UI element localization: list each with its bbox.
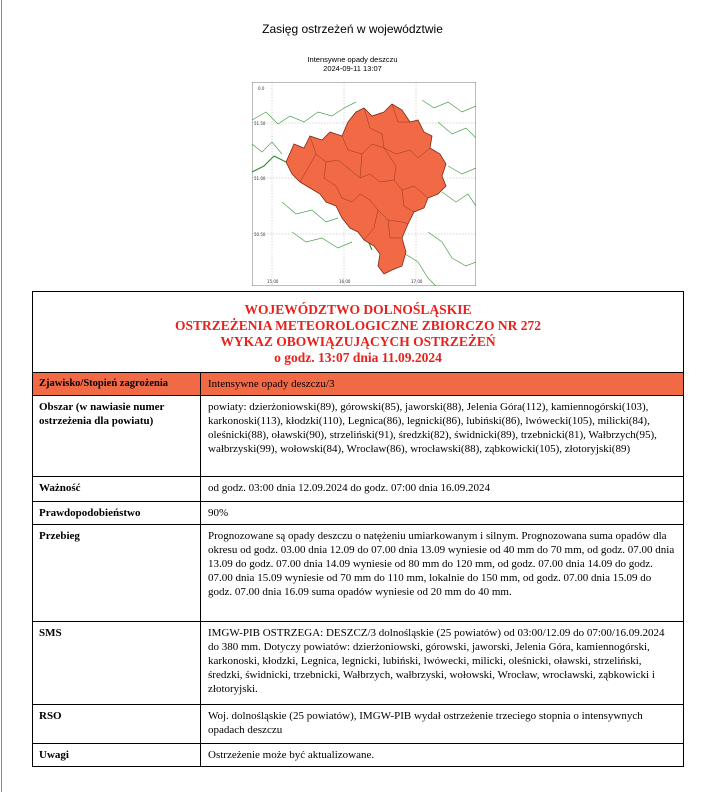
report-header (33, 292, 683, 373)
table-row-phenomenon (33, 373, 683, 396)
lon-label-3: 17.00 (411, 279, 423, 284)
row-label: Obszar (w nawiasie numer ostrzeżenia dla powiatu) (33, 396, 201, 476)
table-row-sms (33, 622, 683, 705)
row-value: IMGW-PIB OSTRZEGA: DESZCZ/3 dolnośląskie (25 powiatów) od 03:00/12.09 do 07:00/16.09.2024 do 380 mm. Dotyczy powiatów: dzierżoniowski, górowski, jaworski, Jelenia Góra, kamiennogórski, karkonoski, kłodzki, Legnica, legnicki, lubiński, lwówecki, milicki, oleśnicki, oławski, strzeliński, średzki, świdnicki, trzebnicki, Wałbrzych, wałbrzyski, wołowski, Wrocław, wrocławski, ząbkowicki i złotoryjski. (208, 627, 665, 695)
table-row-notes (33, 744, 683, 766)
row-value: Prognozowane są opady deszczu o natężeniu umiarkowanym i silnym. Prognozowana suma opadów dla okresu od godz. 03.00 dnia 12.09 do 07.00 dnia 13.09 wyniesie od 40 mm do 70 mm, od godz. 07.00 dnia 13.09 do godz. 07.00 dnia 14.09 wyniesie od 80 mm do 120 mm, od godz. 07.00 dnia 14.09 do godz. 07.00 dnia 15.09 wyniesie od 70 mm do 110 mm, lokalnie do 150 mm, od godz. 07.00 dnia 15.09 do godz. 07.00 dnia 16.09 suma opadów wyniesie od 20 mm do 40 mm. (208, 530, 675, 598)
report-header-title: OSTRZEŻENIA METEOROLOGICZNE ZBIORCZO NR 272 (174, 318, 542, 333)
row-label: Ważność (33, 477, 201, 501)
table-row-validity (33, 477, 683, 502)
row-label: Uwagi (33, 744, 201, 766)
map-caption (0, 55, 705, 73)
report-header-voivodeship: WOJEWÓDZTWO DOLNOŚLĄSKIE (244, 302, 472, 317)
map-caption-date: 2024-09-11 13:07 (323, 64, 382, 73)
report-header-list: WYKAZ OBOWIĄZUJĄCYCH OSTRZEŻEŃ (220, 334, 496, 349)
row-label: RSO (33, 705, 201, 743)
lat-label-1: 51.50 (254, 121, 266, 126)
row-label: Prawdopodobieństwo (33, 502, 201, 524)
row-label: SMS (33, 622, 201, 704)
lon-label-2: 16.00 (339, 279, 351, 284)
page-title: Zasięg ostrzeżeń w województwie (262, 22, 443, 36)
lat-label-3: 50.50 (254, 232, 266, 237)
row-value: Woj. dolnośląskie (25 powiatów), IMGW-PIB wydał ostrzeżenie trzeciego stopnia o intensywnych opadach deszczu (208, 710, 643, 736)
report-header-time: o godz. 13:07 dnia 11.09.2024 (274, 350, 442, 365)
row-value: od godz. 03:00 dnia 12.09.2024 do godz. 07:00 dnia 16.09.2024 (208, 482, 491, 494)
table-row-probability (33, 502, 683, 525)
lon-label-1: 15.00 (267, 279, 279, 284)
warning-map (252, 82, 476, 286)
row-label: Zjawisko/Stopień zagrożenia (33, 373, 201, 395)
row-label: Przebieg (33, 525, 201, 621)
map-caption-phenomenon: Intensywne opady deszczu (307, 55, 398, 64)
warning-map-svg (252, 82, 476, 286)
table-row-area (33, 396, 683, 477)
table-row-course (33, 525, 683, 622)
row-value: Intensywne opady deszczu/3 (208, 378, 335, 390)
map-corner-label: 0.0 (258, 86, 265, 91)
row-value: powiaty: dzierżoniowski(89), górowski(85), jaworski(88), Jelenia Góra(112), kamiennogórski(103), karkonoski(113), kłodzki(110), Legnica(86), legnicki(86), lubiński(86), lwówecki(105), milicki(84), oleśnicki(88), oławski(90), strzeliński(91), średzki(82), świdnicki(89), trzebnicki(81), Wałbrzych(95), wałbrzyski(99), wołowski(84), Wrocław(86), wrocławski(88), ząbkowicki(105), złotoryjski(89) (208, 401, 657, 455)
table-row-rso (33, 705, 683, 744)
lat-label-2: 51.00 (254, 176, 266, 181)
page-edge-line (1, 0, 2, 792)
warning-report-table (32, 291, 684, 767)
row-value: 90% (208, 507, 229, 519)
row-value: Ostrzeżenie może być aktualizowane. (208, 749, 375, 761)
